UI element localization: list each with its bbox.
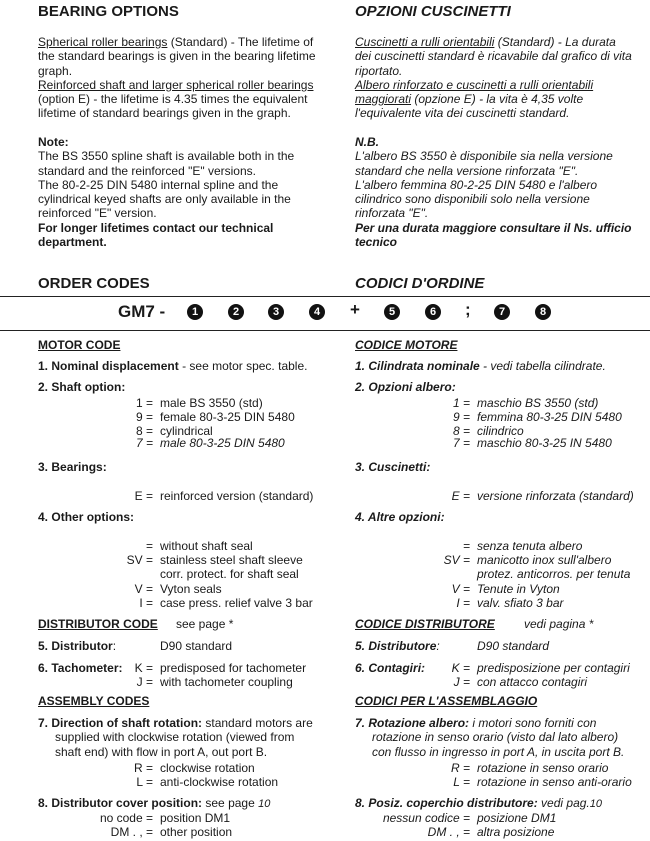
en-note (38, 135, 294, 249)
it-other-val-4: valv. sfiato 3 bar (477, 596, 564, 610)
en-item-5-value: D90 standard (160, 639, 233, 653)
it-other-val-1: senza tenuta albero (477, 539, 583, 553)
bearing-options-title: BEARING OPTIONS (38, 3, 179, 20)
it-reinforced-link: Albero rinforzato e cuscinetti a rulli orientabili (355, 77, 594, 92)
it-note-bold1: Per una durata maggiore consultare il Ns. ufficio (355, 220, 632, 235)
it-item-1-label: Cilindrata nominale (368, 359, 480, 373)
code-position-7-icon: 7 (494, 304, 510, 320)
en-shaft-key-4: 7 = (135, 436, 153, 450)
it-spherical-paragraph (355, 35, 632, 121)
it-spherical-link: Cuscinetti a rulli orientabili (355, 35, 495, 49)
it-tacho-key-2: J = (453, 675, 470, 689)
en-item-8-text: see page (202, 796, 255, 810)
code-position-5-icon: 5 (384, 304, 400, 320)
en-rot-key-1: R = (133, 761, 153, 775)
en-item-1-text: - see motor spec. table. (178, 359, 308, 373)
en-item-7-label: Direction of shaft rotation: (51, 716, 203, 730)
en-item-5-colon: : (112, 639, 117, 653)
en-note-line2: standard and the reinforced "E" versions. (38, 163, 256, 178)
en-item-7-number: 7. (38, 716, 49, 730)
en-note-bold2: department. (38, 235, 107, 250)
en-reinf-line2: (option E) - the lifetime is 4.35 times the equivalent (38, 92, 308, 107)
it-note-bold2: tecnico (355, 235, 398, 250)
en-item-7-line2: supplied with clockwise rotation (viewed from (55, 730, 295, 745)
en-sph-line3: graph. (38, 63, 73, 78)
it-cover-key-1: nessun codice = (382, 811, 470, 825)
it-shaft-val-4: maschio 80-3-25 IN 5480 (477, 436, 612, 450)
en-item-8-label: Distributor cover position: (51, 796, 203, 810)
it-note-line3: L'albero femmina 80-2-25 DIN 5480 e l'albero (355, 177, 598, 192)
it-shaft-key-3: 8 = (452, 424, 470, 438)
order-code-bottom-rule (0, 330, 650, 331)
en-note-line5: reinforced "E" version. (38, 206, 157, 221)
en-tacho-key-1: K = (134, 661, 153, 675)
it-item-8-text: vedi pag. (537, 796, 590, 810)
en-note-line1: The BS 3550 spline shaft is available both in the (38, 149, 295, 164)
it-item-5-value: D90 standard (477, 639, 550, 653)
it-item-6 (355, 661, 425, 675)
en-other-key-4: I = (139, 596, 153, 610)
en-shaft-val-1: male BS 3550 (std) (160, 396, 263, 410)
en-shaft-val-4: male 80-3-25 DIN 5480 (160, 436, 285, 450)
it-shaft-val-2: femmina 80-3-25 DIN 5480 (477, 410, 622, 424)
en-item-2-label: Shaft option: (51, 380, 126, 394)
it-other-val-3: Tenute in Vyton (477, 582, 560, 596)
it-other-key-4: I = (456, 596, 470, 610)
en-item-1 (38, 359, 307, 373)
code-position-1-icon: 1 (187, 304, 203, 320)
en-item-5 (38, 639, 116, 653)
en-sph-rest: (Standard) - The lifetime of (167, 35, 314, 49)
en-item-7-text: standard motors are (202, 716, 313, 730)
en-reinf-line3: lifetime of standard bearings given in the graph. (38, 106, 291, 121)
en-item-6 (38, 661, 123, 675)
en-tacho-val-1: predisposed for tachometer (160, 661, 307, 675)
en-item-5-label: Distributor (51, 639, 113, 653)
code-plus-sign: + (350, 300, 360, 319)
en-item-2 (38, 380, 125, 394)
en-item-8-number: 8. (38, 796, 49, 810)
it-other-val-2: manicotto inox sull'albero (477, 553, 612, 567)
en-rot-val-2: anti-clockwise rotation (160, 775, 279, 789)
en-cover-key-2: DM . , = (110, 825, 153, 839)
code-position-3-icon: 3 (268, 304, 284, 320)
en-shaft-val-3: cylindrical (160, 424, 213, 438)
it-item-5-label: Distributore (368, 639, 437, 653)
en-shaft-key-3: 8 = (135, 424, 153, 438)
it-item-1 (355, 359, 606, 373)
it-rot-key-2: L = (453, 775, 470, 789)
it-sph-line3: riportato. (355, 63, 403, 78)
en-cover-key-1: no code = (99, 811, 153, 825)
it-shaft-key-1: 1 = (452, 396, 470, 410)
it-note-line2: standard che nella versione rinforzata "E". (355, 163, 579, 178)
it-shaft-val-3: cilindrico (477, 424, 524, 438)
it-item-1-text: - vedi tabella cilindrate. (479, 359, 606, 373)
it-item-8-number: 8. (355, 796, 366, 810)
it-cover-val-2: altra posizione (477, 825, 555, 839)
code-position-2-icon: 2 (228, 304, 244, 320)
en-reinforced-link: Reinforced shaft and larger spherical roller bearings (38, 77, 314, 92)
en-tacho-val-2: with tachometer coupling (160, 675, 293, 689)
en-other-key-1: = (145, 539, 153, 553)
en-other-key-3: V = (134, 582, 153, 596)
it-note-line5: rinforzata "E". (355, 206, 429, 221)
en-rot-key-2: L = (136, 775, 153, 789)
it-other-val-2b: protez. anticorros. per tenuta (477, 567, 631, 581)
it-item-8-label: Posiz. coperchio distributore: (368, 796, 538, 810)
en-item-8-page: 10 (258, 798, 271, 810)
it-item-6-number: 6. (355, 661, 366, 675)
it-other-key-3: V = (451, 582, 470, 596)
en-other-val-2b: corr. protect. for shaft seal (160, 567, 299, 581)
it-item-5-colon: : (436, 639, 440, 653)
en-item-2-number: 2. (38, 380, 49, 394)
it-item-7-line3: con flusso in ingresso in port A, in uscita port B. (372, 744, 625, 759)
en-bearing-val-1: reinforced version (standard) (160, 489, 314, 503)
it-note-title: N.B. (355, 135, 379, 149)
en-shaft-key-1: 1 = (135, 396, 153, 410)
it-sph-rest: (Standard) - La durata (494, 35, 616, 49)
en-distributor-code-heading: DISTRIBUTOR CODE (38, 617, 158, 631)
it-item-3-number: 3. (355, 460, 366, 474)
it-item-8-page: 10 (589, 798, 603, 810)
code-position-6-icon: 6 (425, 304, 441, 320)
en-item-6-number: 6. (38, 661, 49, 675)
en-item-5-number: 5. (38, 639, 49, 653)
it-item-7-line2: rotazione in senso orario (visto dal lato albero) (372, 730, 619, 745)
codici-ordine-title: CODICI D'ORDINE (355, 275, 485, 292)
en-spherical-link: Spherical roller bearings (38, 35, 168, 49)
it-item-2 (355, 380, 456, 394)
en-bearing-key-1: E = (134, 489, 153, 503)
en-shaft-val-2: female 80-3-25 DIN 5480 (160, 410, 295, 424)
it-item-4-label: Altre opzioni: (367, 510, 445, 524)
it-reinf-line3: l'equivalente vita dei cuscinetti standard. (355, 106, 570, 121)
it-item-5 (355, 639, 440, 653)
order-code-prefix: GM7 - (118, 302, 166, 321)
it-item-8 (355, 796, 602, 810)
it-note-line4: cilindrico sono disponibili solo nella versione (355, 192, 590, 207)
it-shaft-key-2: 9 = (452, 410, 470, 424)
it-bearing-val-1: versione rinforzata (standard) (477, 489, 634, 503)
it-item-1-number: 1. (355, 359, 366, 373)
it-distributor-see-page: vedi pagina * (524, 617, 594, 631)
it-assembly-codes-heading: CODICI PER L'ASSEMBLAGGIO (355, 694, 538, 708)
en-distributor-see-page: see page * (176, 617, 234, 631)
en-item-7 (38, 716, 313, 759)
it-item-2-label: Opzioni albero: (368, 380, 456, 394)
it-reinforced-link2: maggiorati (355, 92, 412, 107)
it-item-3 (355, 460, 430, 474)
order-code-top-rule (0, 296, 650, 297)
en-spherical-paragraph (38, 35, 316, 121)
en-item-3-number: 3. (38, 460, 49, 474)
it-reinf-rest: (opzione E) - la vita è 4,35 volte (411, 92, 584, 107)
it-item-3-label: Cuscinetti: (368, 460, 431, 474)
en-other-val-2: stainless steel shaft sleeve (160, 553, 303, 567)
it-other-key-2: SV = (443, 553, 470, 567)
en-shaft-key-2: 9 = (135, 410, 153, 424)
it-other-key-1: = (462, 539, 470, 553)
en-rot-val-1: clockwise rotation (160, 761, 255, 775)
en-item-3 (38, 460, 107, 474)
it-tacho-val-2: con attacco contagiri (477, 675, 588, 689)
it-sph-line2: dei cuscinetti standard è ricavabile dal grafico di vita (355, 49, 632, 64)
en-note-line4: cylindrical keyed shafts are only available in the (38, 192, 291, 207)
it-shaft-val-1: maschio BS 3550 (std) (477, 396, 599, 410)
en-other-val-3: Vyton seals (160, 582, 222, 596)
en-item-7-line3: shaft end) with flow in port A, out port B. (55, 744, 268, 759)
en-cover-val-2: other position (160, 825, 233, 839)
en-item-4-number: 4. (38, 510, 49, 524)
order-codes-title: ORDER CODES (38, 275, 150, 292)
en-item-3-label: Bearings: (51, 460, 107, 474)
it-rot-val-1: rotazione in senso orario (477, 761, 609, 775)
it-item-4 (355, 510, 445, 524)
it-note (355, 135, 632, 249)
it-item-5-number: 5. (355, 639, 366, 653)
it-motor-code-heading: CODICE MOTORE (355, 338, 458, 352)
it-note-line1: L'albero BS 3550 è disponibile sia nella versione (355, 149, 613, 164)
en-item-6-label: Tachometer: (51, 661, 123, 675)
it-cover-key-2: DM . , = (427, 825, 470, 839)
it-rot-key-1: R = (450, 761, 470, 775)
code-position-8-icon: 8 (535, 304, 551, 320)
it-tacho-val-1: predisposizione per contagiri (477, 661, 630, 675)
en-item-1-number: 1. (38, 359, 49, 373)
it-rot-val-2: rotazione in senso anti-orario (477, 775, 632, 789)
code-semicolon: ; (465, 300, 471, 319)
en-other-val-1: without shaft seal (160, 539, 253, 553)
en-other-key-2: SV = (126, 553, 153, 567)
en-item-1-label: Nominal displacement (51, 359, 179, 373)
it-item-2-number: 2. (355, 380, 366, 394)
it-item-7-number: 7. (355, 716, 366, 730)
en-motor-code-heading: MOTOR CODE (38, 338, 121, 352)
en-item-4 (38, 510, 134, 524)
it-shaft-key-4: 7 = (452, 436, 470, 450)
en-other-val-4: case press. relief valve 3 bar (160, 596, 313, 610)
opzioni-cuscinetti-title: OPZIONI CUSCINETTI (355, 3, 511, 20)
en-item-4-label: Other options: (51, 510, 135, 524)
en-item-8 (38, 796, 270, 810)
en-tacho-key-2: J = (136, 675, 153, 689)
it-item-4-number: 4. (355, 510, 366, 524)
code-position-4-icon: 4 (309, 304, 325, 320)
it-cover-val-1: posizione DM1 (477, 811, 557, 825)
it-item-7-text: i motori sono forniti con (469, 716, 597, 730)
en-note-title: Note: (38, 135, 69, 149)
en-note-line3: The 80-2-25 DIN 5480 internal spline and the (38, 177, 279, 192)
it-bearing-key-1: E = (451, 489, 470, 503)
it-item-7-label: Rotazione albero: (368, 716, 470, 730)
it-tacho-key-1: K = (451, 661, 470, 675)
en-sph-line2: the standard bearings is given in the bearing lifetime (38, 49, 316, 64)
en-note-bold1: For longer lifetimes contact our technical (38, 220, 274, 235)
en-cover-val-1: position DM1 (160, 811, 231, 825)
it-item-7 (355, 716, 624, 759)
it-item-6-label: Contagiri: (368, 661, 426, 675)
en-assembly-codes-heading: ASSEMBLY CODES (38, 694, 150, 708)
it-distributor-code-heading: CODICE DISTRIBUTORE (355, 617, 495, 631)
